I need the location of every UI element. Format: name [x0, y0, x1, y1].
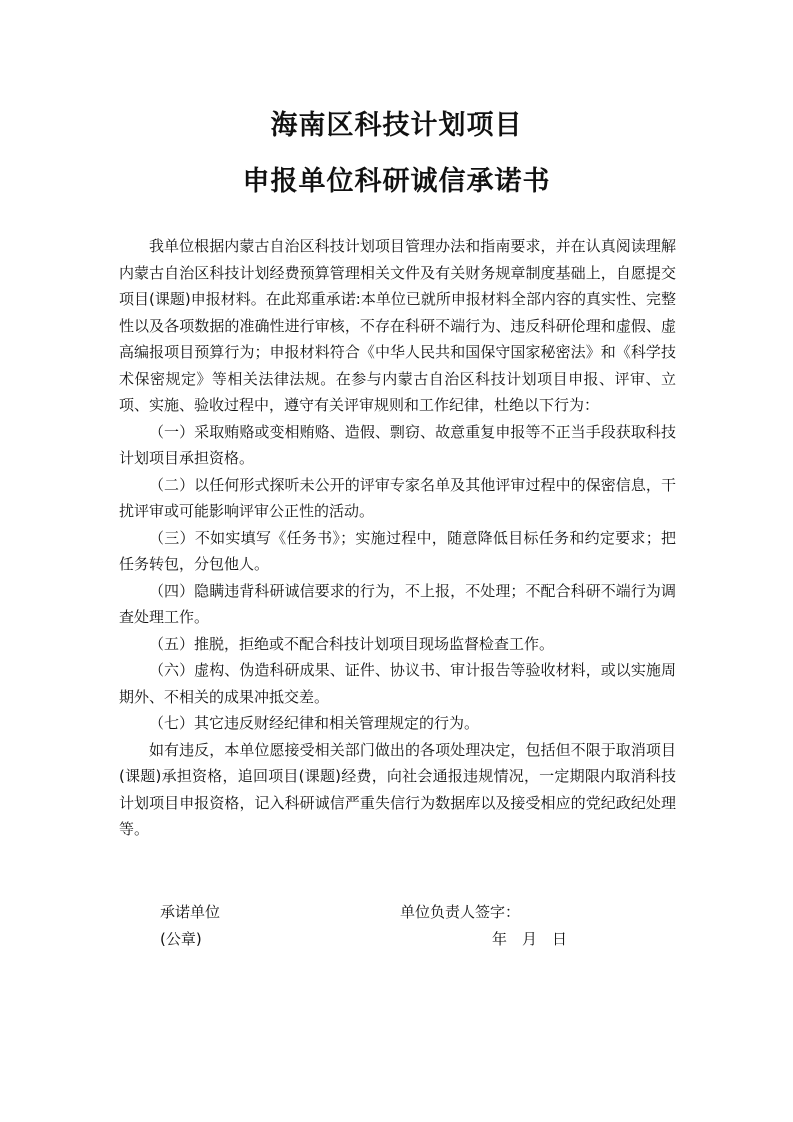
intro-paragraph: 我单位根据内蒙古自治区科技计划项目管理办法和指南要求，并在认真阅读理解内蒙古自治区科技计划经费预算管理相关文件及有关财务规章制度基础上，自愿提交项目(课题)申报材料。在此郑重承诺:本单位已就所申报材料全部内容的真实性、完整性以及各项数据的准确性进行审核，不存在科研不端行为、违反科研伦理和虚假、虚高编报项目预算行为；申报材料符合《中华人民共和国保守国家秘密法》和《科学技术保密规定》等相关法律法规。在参与内蒙古自治区科技计划项目申报、评审、立项、实施、验收过程中，遵守有关评审规则和工作纪律，杜绝以下行为：: [119, 237, 676, 414]
document-title: 海南区科技计划项目: [270, 110, 523, 141]
list-item: （一）采取贿赂或变相贿赂、造假、剽窃、故意重复申报等不正当手段获取科技计划项目承担资格。: [119, 422, 676, 467]
list-item: （三）不如实填写《任务书》；实施过程中，随意降低目标任务和约定要求；把任务转包，分包他人。: [119, 528, 676, 573]
list-item: （七）其它违反财经纪律和相关管理规定的行为。: [149, 714, 480, 732]
committing-unit-label: 承诺单位: [160, 903, 221, 921]
list-item: （五）推脱，拒绝或不配合科技计划项目现场监督检查工作。: [149, 634, 555, 653]
leader-signature-label: 单位负责人签字：: [400, 903, 521, 921]
document-subtitle: 申报单位科研诚信承诺书: [242, 166, 551, 197]
list-item: （二）以任何形式探听未公开的评审专家名单及其他评审过程中的保密信息，干扰评审或可能影响评审公正性的活动。: [119, 475, 676, 520]
closing-paragraph: 如有违反，本单位愿接受相关部门做出的各项处理决定，包括但不限于取消项目(课题)承担资格，追回项目(课题)经费，向社会通报违规情况，一定期限内取消科技计划项目申报资格，记入科研诚信严重失信行为数据库以及接受相应的党纪政纪处理等。: [119, 740, 676, 838]
list-item: （四）隐瞒违背科研诚信要求的行为，不上报，不处理；不配合科研不端行为调查处理工作。: [119, 581, 676, 626]
list-item: （六）虚构、伪造科研成果、证件、协议书、审计报告等验收材料，或以实施周期外、不相关的成果冲抵交差。: [119, 661, 676, 706]
date-label: 年 月 日: [492, 930, 568, 948]
official-seal-label: (公章): [160, 930, 202, 948]
